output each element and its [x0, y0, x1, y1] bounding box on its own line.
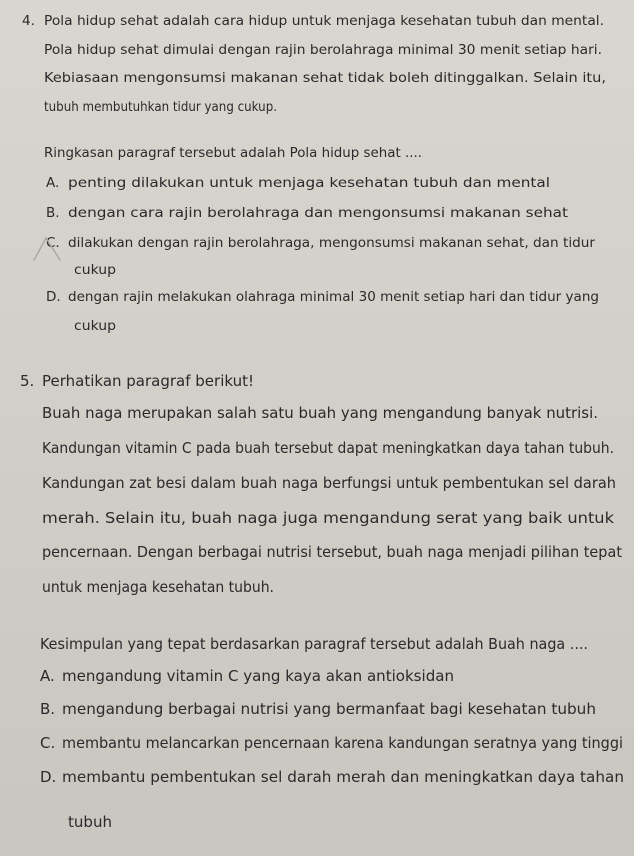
- q5-passage-line-4: merah. Selain itu, buah naga juga mengandung serat yang baik untuk: [42, 509, 614, 527]
- q4-option-a-letter: A.: [46, 175, 60, 191]
- q5-option-d-text-cont: tubuh: [68, 813, 112, 831]
- q5-number: 5.: [20, 372, 35, 390]
- q4-number: 4.: [22, 13, 35, 29]
- q4-option-d-text-cont: cukup: [74, 318, 116, 334]
- q4-option-d-letter: D.: [46, 289, 61, 305]
- q4-passage-line-4: tubuh membutuhkan tidur yang cukup.: [44, 99, 277, 115]
- q5-option-c-text: membantu melancarkan pencernaan karena kandungan seratnya yang tinggi: [62, 734, 623, 752]
- q4-passage-line-2: Pola hidup sehat dimulai dengan rajin berolahraga minimal 30 menit setiap hari.: [44, 42, 602, 58]
- q4-option-c-text-cont: cukup: [74, 262, 116, 278]
- q5-passage-line-2: Kandungan vitamin C pada buah tersebut dapat meningkatkan daya tahan tubuh.: [42, 439, 614, 457]
- q5-intro: Perhatikan paragraf berikut!: [42, 372, 254, 390]
- q5-passage-line-3: Kandungan zat besi dalam buah naga berfungsi untuk pembentukan sel darah: [42, 474, 616, 492]
- q4-question: Ringkasan paragraf tersebut adalah Pola hidup sehat ....: [44, 145, 422, 161]
- q5-passage-line-6: untuk menjaga kesehatan tubuh.: [42, 578, 274, 596]
- q4-option-c-text: dilakukan dengan rajin berolahraga, mengonsumsi makanan sehat, dan tidur: [68, 235, 595, 251]
- q4-passage-line-1: Pola hidup sehat adalah cara hidup untuk menjaga kesehatan tubuh dan mental.: [44, 13, 604, 29]
- q5-option-c-letter: C.: [40, 734, 56, 752]
- q5-option-a-text: mengandung vitamin C yang kaya akan antioksidan: [62, 667, 454, 685]
- q5-passage-line-1: Buah naga merupakan salah satu buah yang mengandung banyak nutrisi.: [42, 404, 598, 422]
- q4-option-a-text: penting dilakukan untuk menjaga kesehatan tubuh dan mental: [68, 175, 550, 191]
- q5-question: Kesimpulan yang tepat berdasarkan paragraf tersebut adalah Buah naga ....: [40, 635, 588, 653]
- answer-mark-icon: [30, 232, 66, 262]
- q4-option-d-text: dengan rajin melakukan olahraga minimal 30 menit setiap hari dan tidur yang: [68, 289, 599, 305]
- q4-passage-line-3: Kebiasaan mengonsumsi makanan sehat tidak boleh ditinggalkan. Selain itu,: [44, 70, 606, 86]
- q5-option-d-text: membantu pembentukan sel darah merah dan meningkatkan daya tahan: [62, 768, 624, 786]
- q4-option-b-text: dengan cara rajin berolahraga dan mengonsumsi makanan sehat: [68, 205, 568, 221]
- q5-option-b-text: mengandung berbagai nutrisi yang bermanfaat bagi kesehatan tubuh: [62, 700, 596, 718]
- q4-option-c-letter: C.: [46, 235, 60, 251]
- q5-option-b-letter: B.: [40, 700, 56, 718]
- q5-option-a-letter: A.: [40, 667, 55, 685]
- q4-option-b-letter: B.: [46, 205, 60, 221]
- q5-passage-line-5: pencernaan. Dengan berbagai nutrisi tersebut, buah naga menjadi pilihan tepat: [42, 543, 622, 561]
- q5-option-d-letter: D.: [40, 768, 57, 786]
